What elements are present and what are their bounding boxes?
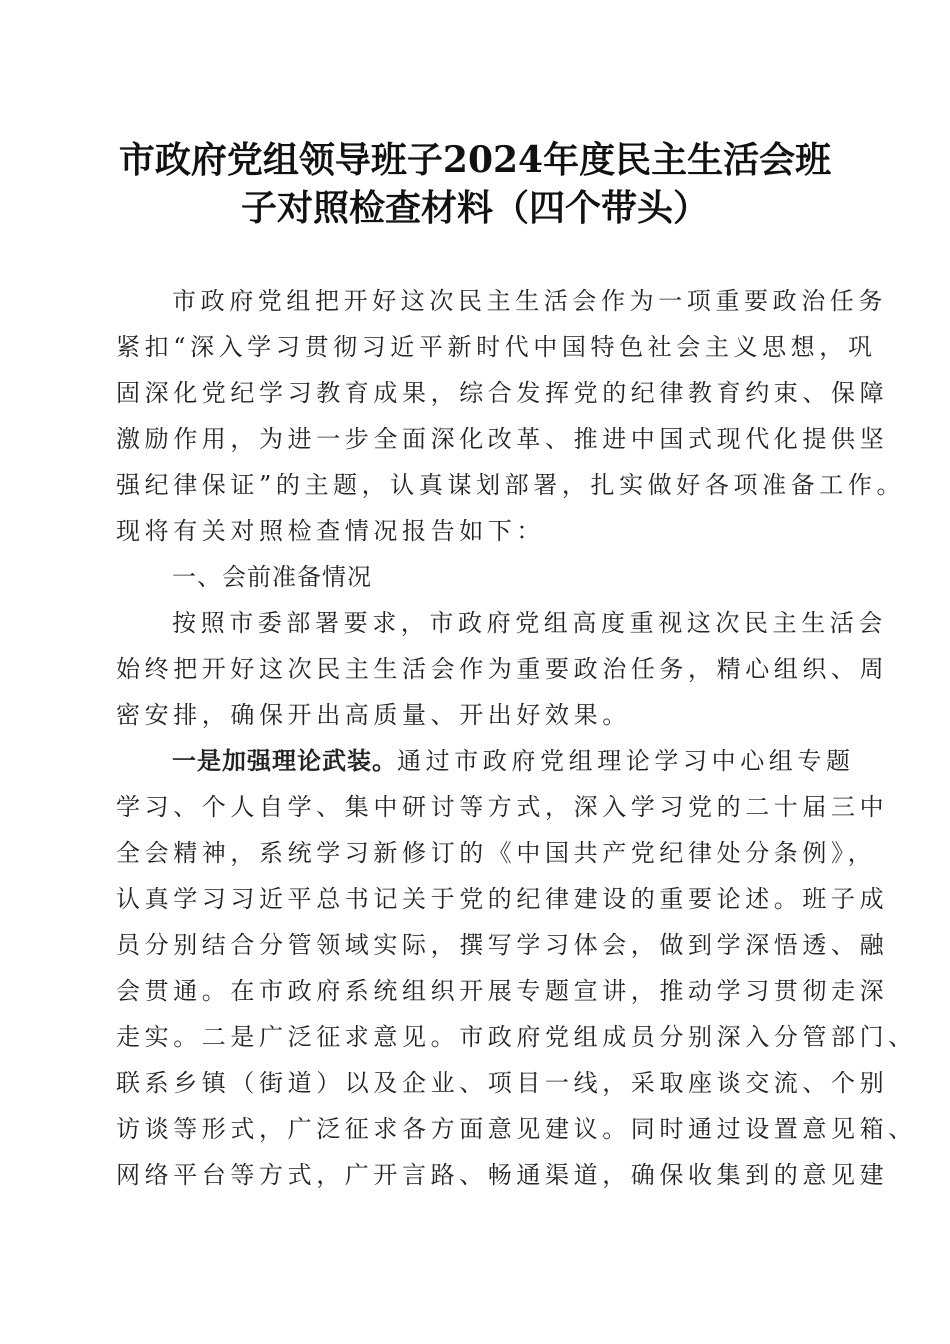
document-title-line-2: 子对照检查材料（四个带头） [240,187,709,229]
intro-line: 现将有关对照检查情况报告如下： [116,517,545,545]
document-title-line-1: 市政府党组领导班子2024年度民主生活会班 [118,139,832,181]
section1-line: 始终把开好这次民主生活会作为重要政治任务，精心组织、周 [116,655,889,683]
para2-line: 认真学习习近平总书记关于党的纪律建设的重要论述。班子成 [116,885,889,913]
intro-line: 紧扣“深入学习贯彻习近平新时代中国特色社会主义思想，巩 [116,333,877,361]
para2-first-rest: 通过市政府党组理论学习中心组专题 [397,747,855,775]
para2-line: 全会精神，系统学习新修订的《中国共产党纪律处分条例》， [116,839,877,867]
para2-first-line [116,738,856,784]
document-body [116,278,917,1198]
section1-line: 密安排，确保开出高质量、开出好效果。 [116,701,631,729]
para2-line: 联系乡镇（街道）以及企业、项目一线，采取座谈交流、个别 [116,1069,889,1097]
intro-line: 市政府党组把开好这次民主生活会作为一项重要政治任务 [172,287,887,315]
para2-line: 访谈等形式，广泛征求各方面意见建议。同时通过设置意见箱、 [116,1115,917,1143]
intro-line: 固深化党纪学习教育成果，综合发挥党的纪律教育约束、保障 [116,379,889,407]
intro-line: 强纪律保证”的主题，认真谋划部署，扎实做好各项准备工作。 [116,471,906,499]
para2-line: 学习、个人自学、集中研讨等方式，深入学习党的二十届三中 [116,793,889,821]
section-heading: 一、会前准备情况 [172,563,372,591]
para2-line: 员分别结合分管领域实际，撰写学习体会，做到学深悟透、融 [116,931,889,959]
para2-line: 网络平台等方式，广开言路、畅通渠道，确保收集到的意见建 [116,1161,889,1189]
section1-line: 按照市委部署要求，市政府党组高度重视这次民主生活会 [172,609,887,637]
para2-lead: 一是加强理论武装。 [172,747,397,775]
para2-line: 走实。二是广泛征求意见。市政府党组成员分别深入分管部门、 [116,1023,917,1051]
para2-line: 会贯通。在市政府系统组织开展专题宣讲，推动学习贯彻走深 [116,977,889,1005]
intro-line: 激励作用，为进一步全面深化改革、推进中国式现代化提供坚 [116,425,889,453]
